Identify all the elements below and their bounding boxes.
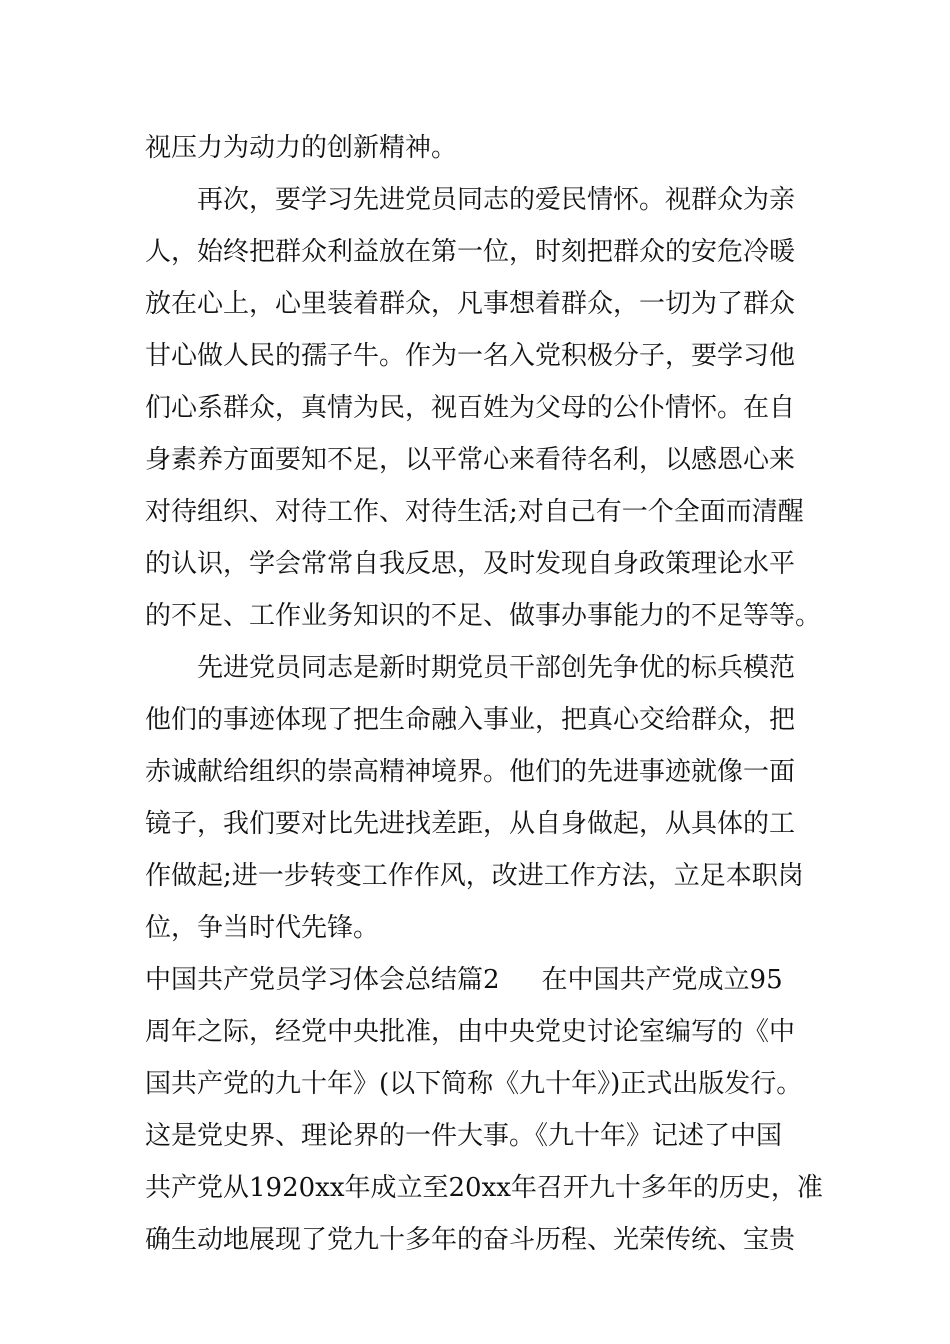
section-heading-row <box>145 960 825 1000</box>
paragraph-line: 的不足、工作业务知识的不足、做事办事能力的不足等等。 <box>145 601 822 631</box>
paragraph-start: 在中国共产党成立95 <box>541 965 783 995</box>
paragraph-line: 放在心上，心里装着群众，凡事想着群众，一切为了群众 <box>145 289 796 319</box>
paragraph-line: 他们的事迹体现了把生命融入事业，把真心交给群众，把 <box>145 705 796 735</box>
paragraph-line: 视压力为动力的创新精神。 <box>145 133 458 163</box>
paragraph-line: 对待组织、对待工作、对待生活;对自己有一个全面而清醒 <box>145 497 804 527</box>
paragraph-line: 们心系群众，真情为民，视百姓为父母的公仆情怀。在自 <box>145 393 796 423</box>
paragraph-line: 的认识，学会常常自我反思，及时发现自身政策理论水平 <box>145 549 796 579</box>
paragraph-line: 赤诚献给组织的崇高精神境界。他们的先进事迹就像一面 <box>145 757 796 787</box>
paragraph-line: 确生动地展现了党九十多年的奋斗历程、光荣传统、宝贵 <box>145 1225 796 1255</box>
paragraph-line: 位，争当时代先锋。 <box>145 913 380 943</box>
paragraph-line: 先进党员同志是新时期党员干部创先争优的标兵模范 <box>197 653 796 683</box>
paragraph-line: 镜子，我们要对比先进找差距，从自身做起，从具体的工 <box>145 809 796 839</box>
paragraph-line: 国共产党的九十年》(以下简称《九十年》)正式出版发行。 <box>145 1069 803 1099</box>
paragraph-line: 人，始终把群众利益放在第一位，时刻把群众的安危冷暖 <box>145 237 796 267</box>
paragraph-line: 周年之际，经党中央批准，由中央党史讨论室编写的《中 <box>145 1017 796 1047</box>
paragraph-line: 作做起;进一步转变工作作风，改进工作方法，立足本职岗 <box>145 861 804 891</box>
paragraph-line: 身素养方面要知不足，以平常心来看待名利，以感恩心来 <box>145 445 796 475</box>
paragraph-line: 再次，要学习先进党员同志的爱民情怀。视群众为亲 <box>197 185 796 215</box>
paragraph-line: 甘心做人民的孺子牛。作为一名入党积极分子，要学习他 <box>145 341 796 371</box>
paragraph-line: 这是党史界、理论界的一件大事。《九十年》记述了中国 <box>145 1121 783 1151</box>
section-heading: 中国共产党员学习体会总结篇2 <box>145 965 500 995</box>
paragraph-line: 共产党从1920xx年成立至20xx年召开九十多年的历史，准 <box>145 1173 823 1203</box>
